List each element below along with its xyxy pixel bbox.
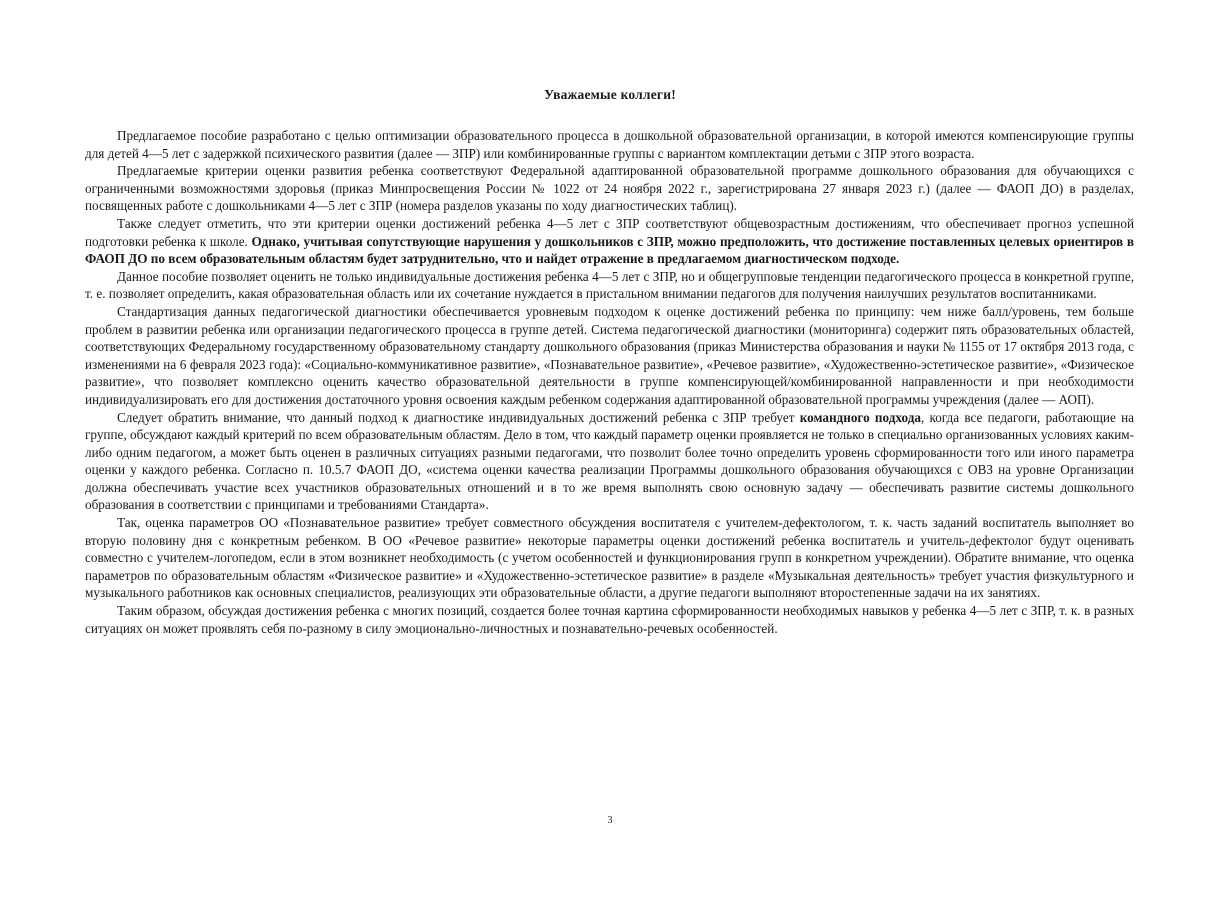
paragraph-text: Стандартизация данных педагогической диагностики обеспечивается уровневым подходом к оценке достижений ребенка по принципу: чем ниже балл/уровень, тем больше проблем в развитии ребенка или организации педагогического процесса в группе детей. Система педагогической диагностики (мониторинга) содержит пять образовательных областей, соответствующих Федеральному государственному образовательному стандарту дошкольного образования (приказ Министерства образования и науки № 1155 от 17 октября 2013 года, с изменениями на 6 февраля 2023 года): «Социально-коммуникативное развитие», «Познавательное развитие», «Речевое развитие», «Художественно-эстетическое развитие», «Физическое развитие», что позволяет комплексно оценить качество образовательной деятельности в группе компенсирующей/комбинированной направленности и при необходимости индивидуализировать его для достижения достаточного уровня освоения каждым ребенком содержания адаптированной образовательной программы учреждения (далее — АОП). [85, 303, 1134, 407]
paragraph [85, 162, 1134, 215]
page-title: Уважаемые коллеги! [544, 87, 676, 102]
paragraph-text: Следует обратить внимание, что данный подход к диагностике индивидуальных достижений ребенка с ЗПР требует [117, 409, 800, 425]
paragraph-text: Предлагаемое пособие разработано с целью оптимизации образовательного процесса в дошкольной образовательной организации, в которой имеются компенсирующие группы для детей 4—5 лет с задержкой психического развития (далее — ЗПР) или комбинированные группы с вариантом комплектации детьми с ЗПР этого возраста. [85, 128, 1134, 161]
paragraph-text: Таким образом, обсуждая достижения ребенка с многих позиций, создается более точная картина сформированности необходимых навыков у ребенка 4—5 лет с ЗПР, т. к. в разных ситуациях он может проявлять себя по-разному в силу эмоционально-личностных и познавательно-речевых особенностей. [85, 603, 1134, 636]
body-text [85, 127, 1134, 637]
paragraph-text: Данное пособие позволяет оценить не только индивидуальные достижения ребенка 4—5 лет с ЗПР, но и общегрупповые тенденции педагогического процесса в конкретной группе, т. е. позволяет определить, какая образовательная область или их сочетание нуждается в пристальном внимании педагогов для получения наилучших результатов воспитанниками. [85, 268, 1134, 302]
paragraph-text: Так, оценка параметров ОО «Познавательное развитие» требует совместного обсуждения воспитателя с учителем-дефектологом, т. к. часть заданий воспитатель выполняет во вторую половину дня с конкретным ребенком. В ОО «Речевое развитие» некоторые параметры оценки достижений ребенка воспитатель и учитель-дефектолог будут оценивать совместно с учителем-логопедом, если в этом возникнет необходимость (с учетом особенностей и функционирования групп в конкретном учреждении). Обратите внимание, что оценка параметров по образовательным областям «Физическое развитие» и «Художественно-эстетическое развитие» в разделе «Музыкальная деятельность» требует участия физкультурного и музыкального работников как основных специалистов, реализующих эти образовательные области, а другие педагоги выполняют второстепенные задачи на их занятиях. [85, 515, 1134, 601]
paragraph-text: Также следует отметить, что эти критерии оценки достижений ребенка 4—5 лет с ЗПР соответствуют общевозрастным достижениям, что обеспечивает прогноз успешной подготовки ребенка к школе. [85, 215, 1134, 249]
bold-text: Однако, учитывая сопутствующие нарушения у дошкольников с ЗПР, можно предположить, что достижение поставленных целевых ориентиров в ФАОП ДО по всем образовательным областям будет затруднительно, что и найдет отражение в предлагаемом диагностическом подходе. [85, 233, 1134, 267]
paragraph [85, 127, 1134, 162]
paragraph [85, 602, 1134, 637]
paragraph [85, 409, 1134, 515]
paragraph [85, 268, 1134, 303]
bold-text: командного подхода [799, 409, 921, 425]
paragraph [85, 215, 1134, 268]
paragraph-text: , когда все педагоги, работающие на группе, обсуждают каждый критерий по всем образовательным областям. Дело в том, что каждый параметр оценки проявляется не только в специально организованных условиях каким-либо одним педагогом, а может быть оценен в различных ситуациях разными педагогами, что позволит более точно определить уровень сформированности того или иного параметра оценки у каждого ребенка. Согласно п. 10.5.7 ФАОП ДО, «система оценки качества реализации Программы дошкольного образования обучающихся с ОВЗ на уровне Организации должна обеспечивать участие всех участников образовательных отношений и в то же время выполнять свою основную задачу — обеспечивать развитие системы дошкольного образования в соответствии с принципами и требованиями Стандарта». [85, 409, 1134, 513]
page-number: 3 [607, 815, 613, 826]
paragraph-text: Предлагаемые критерии оценки развития ребенка соответствуют Федеральной адаптированной образовательной программе дошкольного образования для обучающихся с ограниченными возможностями здоровья (приказ Минпросвещения России № 1022 от 24 ноября 2022 г., зарегистрирована 27 января 2023 г.) (далее — ФАОП ДО) в разделах, посвященных работе с дошкольниками 4—5 лет с ЗПР (номера разделов указаны по ходу диагностических таблиц). [85, 163, 1134, 214]
paragraph [85, 303, 1134, 409]
paragraph [85, 514, 1134, 602]
